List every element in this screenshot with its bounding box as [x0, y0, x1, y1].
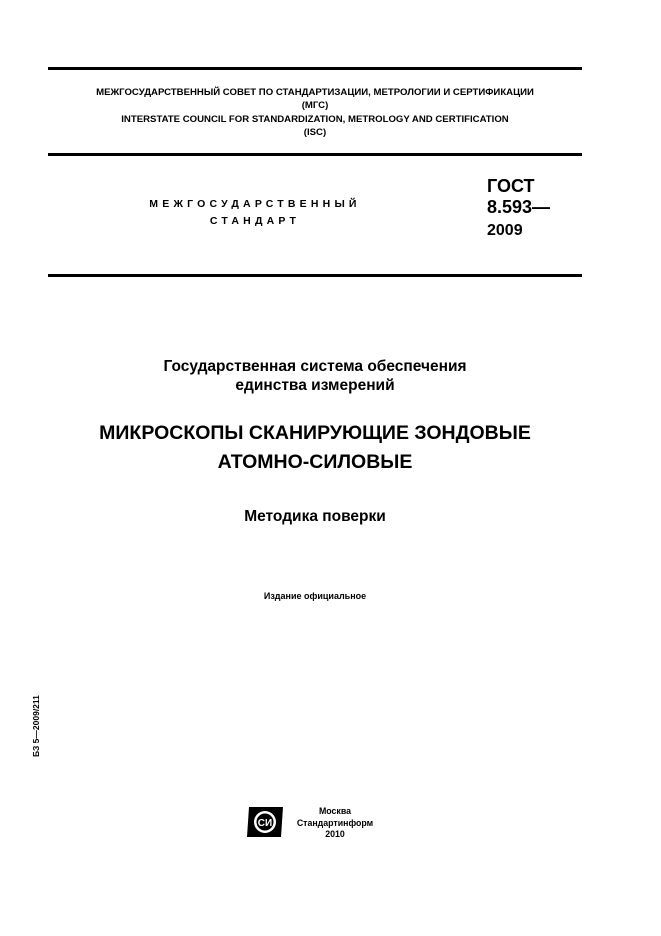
- gost-prefix: ГОСТ: [487, 176, 535, 196]
- gost-designation: [487, 176, 550, 241]
- standard-type: [120, 196, 390, 230]
- council-en-name: INTERSTATE COUNCIL FOR STANDARDIZATION, METROLOGY AND CERTIFICATION: [121, 113, 509, 125]
- main-title-line1: МИКРОСКОПЫ СКАНИРУЮЩИЕ ЗОНДОВЫЕ: [99, 422, 531, 444]
- logo-letters: СИ: [257, 818, 273, 829]
- system-title-line2: единства измерений: [235, 377, 395, 394]
- gost-year: 2009: [487, 222, 523, 239]
- edition-label: Издание официальное: [263, 591, 367, 601]
- standartinform-logo: [245, 804, 285, 840]
- system-title-line1: Государственная система обеспечения: [163, 358, 467, 375]
- publisher-year: 2010: [325, 829, 345, 839]
- standard-type-line1: МЕЖГОСУДАРСТВЕННЫЙ: [149, 198, 361, 210]
- header-rule: [48, 153, 582, 156]
- main-title-line2: АТОМНО-СИЛОВЫЕ: [217, 451, 413, 473]
- system-title: [48, 357, 582, 395]
- council-ru-abbr: (МГС): [301, 100, 329, 112]
- publisher-block: [290, 806, 380, 841]
- standard-rule: [48, 274, 582, 277]
- main-title: [48, 419, 582, 477]
- gost-number: 8.593—: [487, 197, 551, 217]
- method-title: Методика поверки: [244, 508, 386, 525]
- top-rule: [48, 67, 582, 70]
- council-header: [48, 86, 582, 140]
- publisher-name: Стандартинформ: [296, 817, 374, 828]
- publisher-city: Москва: [318, 806, 352, 816]
- council-en-abbr: (ISC): [303, 127, 327, 139]
- standard-type-line2: СТАНДАРТ: [209, 215, 301, 227]
- council-ru-name: МЕЖГОСУДАРСТВЕННЫЙ СОВЕТ ПО СТАНДАРТИЗАЦИИ, МЕТРОЛОГИИ И СЕРТИФИКАЦИИ: [96, 87, 534, 98]
- side-code: БЗ 5—2009/211: [31, 695, 41, 757]
